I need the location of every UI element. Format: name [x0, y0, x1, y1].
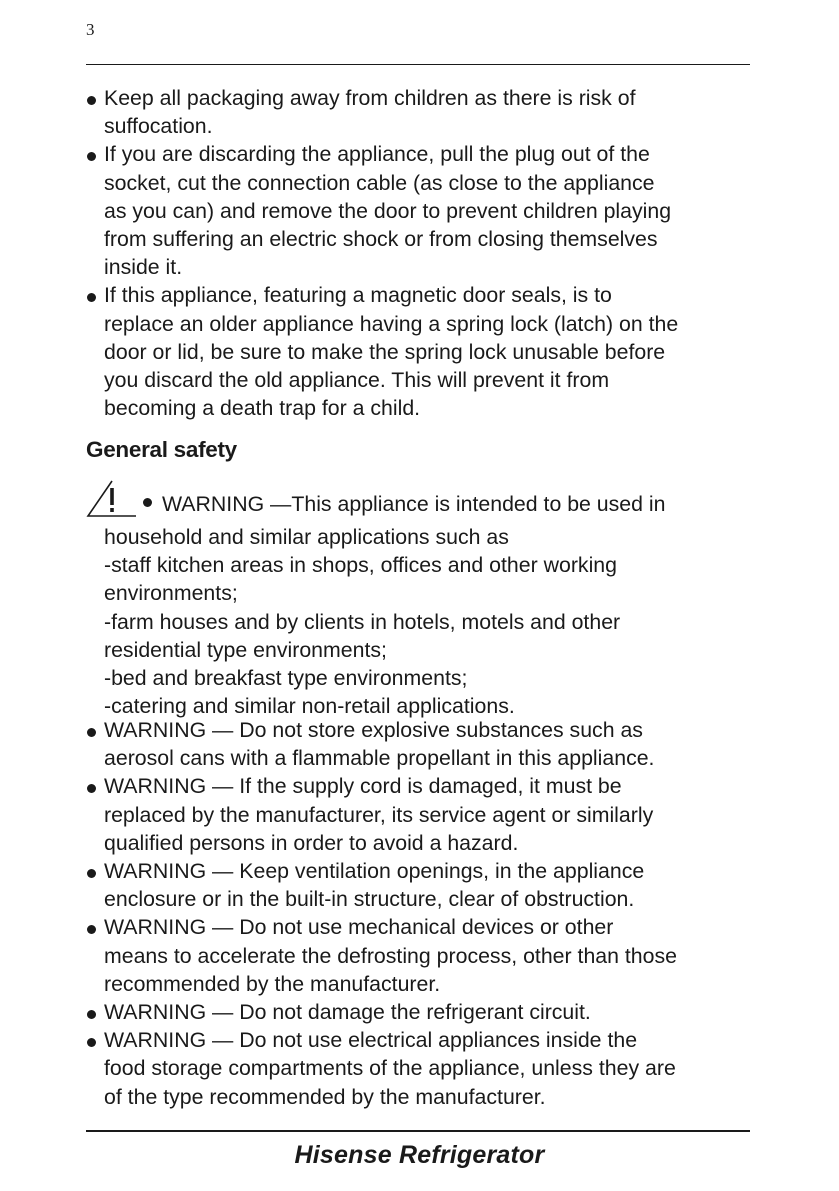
line: household and similar applications such as — [104, 525, 509, 549]
line: food storage compartments of the appliance, unless they are — [104, 1056, 676, 1081]
bullet-dot — [143, 498, 152, 507]
list-item — [86, 857, 754, 913]
list-item — [86, 998, 754, 1026]
list-item — [86, 84, 754, 140]
list-item — [86, 1026, 754, 1111]
line: qualified persons in order to avoid a hazard. — [104, 830, 519, 855]
list-item — [86, 913, 754, 998]
line: you discard the old appliance. This will prevent it from — [104, 368, 610, 393]
warning-intro-first-line: WARNING —This appliance is intended to be used in — [162, 492, 666, 516]
line: replaced by the manufacturer, its service agent or similarly — [104, 802, 654, 827]
line: enclosure or in the built-in structure, clear of obstruction. — [104, 887, 635, 912]
line: aerosol cans with a flammable propellant in this appliance. — [104, 746, 655, 771]
line: suffocation. — [104, 114, 213, 139]
line: door or lid, be sure to make the spring lock unusable before — [104, 339, 666, 364]
list-item — [86, 716, 754, 772]
line: from suffering an electric shock or from closing themselves — [104, 227, 658, 252]
line: WARNING — Do not use mechanical devices or other — [104, 915, 614, 940]
line: as you can) and remove the door to prevent children playing — [104, 198, 672, 223]
header-divider — [86, 64, 750, 65]
footer-brand: Hisense Refrigerator — [294, 1141, 545, 1169]
section-heading: General safety — [86, 437, 237, 462]
top-bullet-list — [86, 84, 754, 422]
list-item — [86, 140, 754, 281]
line: replace an older appliance having a spring lock (latch) on the — [104, 311, 679, 336]
line: -farm houses and by clients in hotels, motels and other — [104, 609, 621, 634]
line: WARNING — Do not use electrical appliances inside the — [104, 1028, 638, 1053]
line: WARNING — Do not store explosive substances such as — [104, 718, 643, 742]
list-item — [86, 281, 754, 422]
line: -bed and breakfast type environments; — [104, 666, 468, 691]
line: of the type recommended by the manufacturer. — [104, 1084, 546, 1109]
line: If this appliance, featuring a magnetic door seals, is to — [104, 283, 612, 308]
warning-intro — [86, 485, 754, 720]
line: means to accelerate the defrosting process, other than those — [104, 943, 677, 968]
line: -catering and similar non-retail applications. — [104, 694, 515, 719]
line: WARNING — Do not damage the refrigerant circuit. — [104, 1000, 591, 1025]
line: Keep all packaging away from children as there is risk of — [104, 86, 636, 110]
footer-divider — [86, 1130, 750, 1132]
line: -staff kitchen areas in shops, offices and other working — [104, 553, 617, 578]
line: environments; — [104, 581, 238, 606]
line: If you are discarding the appliance, pull the plug out of the — [104, 142, 650, 167]
page-number: 3 — [86, 20, 95, 39]
line: socket, cut the connection cable (as close to the appliance — [104, 170, 655, 195]
list-item — [86, 772, 754, 857]
warning-bullet-list — [86, 716, 754, 1111]
line: WARNING — If the supply cord is damaged, it must be — [104, 774, 622, 799]
line: WARNING — Keep ventilation openings, in the appliance — [104, 859, 645, 884]
line: inside it. — [104, 255, 183, 280]
warning-triangle-icon — [86, 479, 138, 519]
line: becoming a death trap for a child. — [104, 396, 421, 421]
line: recommended by the manufacturer. — [104, 971, 441, 996]
line: residential type environments; — [104, 637, 387, 662]
